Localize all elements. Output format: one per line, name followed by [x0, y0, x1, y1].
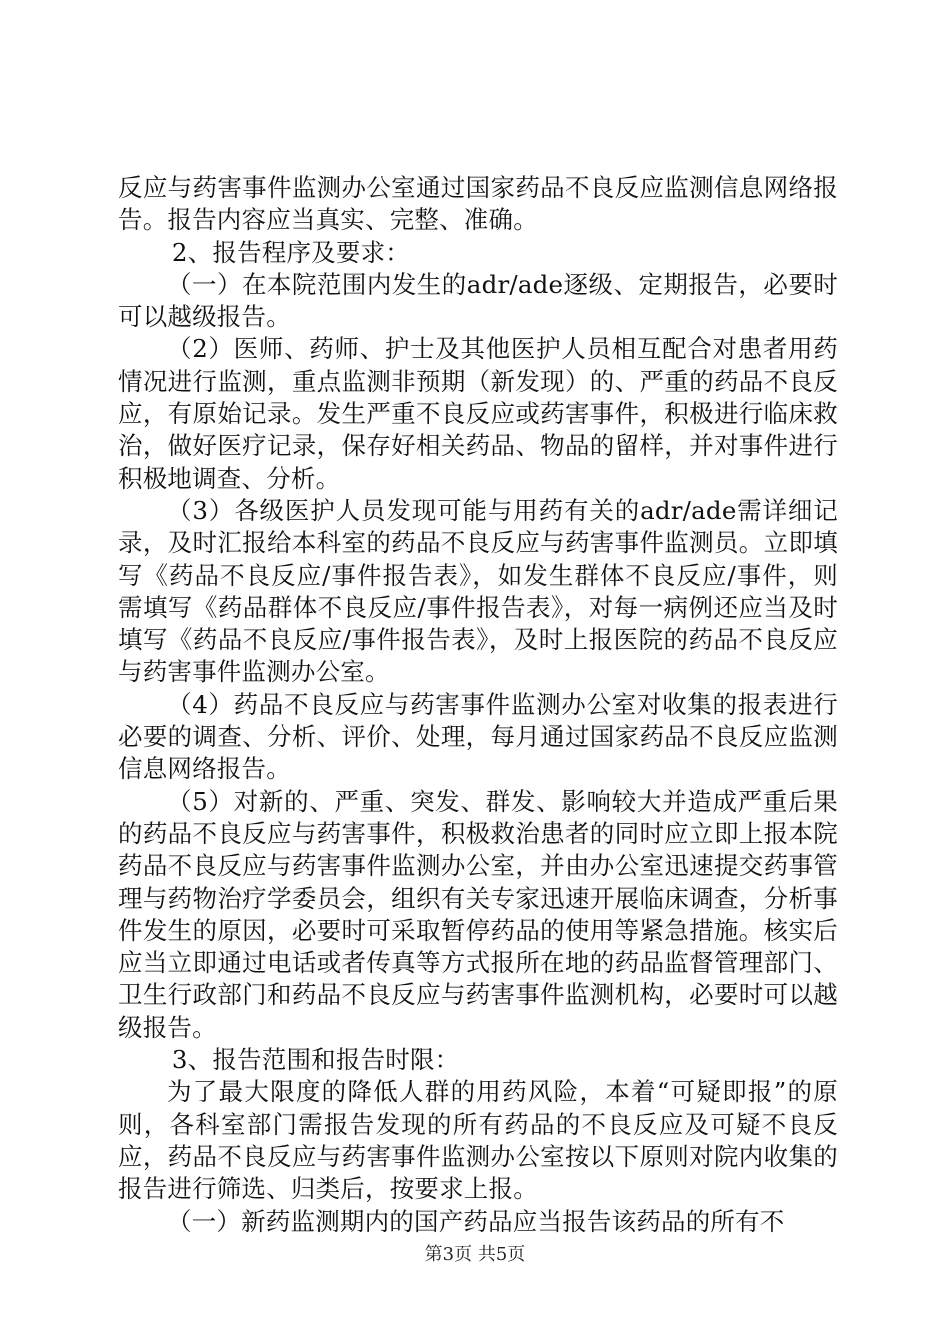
paragraph-item-2: （2）医师、药师、护士及其他医护人员相互配合对患者用药情况进行监测，重点监测非预期（新发现）的、严重的药品不良反应，有原始记录。发生严重不良反应或药害事件，积极进行临床救治，做好医疗记录，保存好相关药品、物品的留样，并对事件进行积极地调查、分析。 [118, 334, 838, 493]
paragraph-item-5: （5）对新的、严重、突发、群发、影响较大并造成严重后果的药品不良反应与药害事件，积极救治患者的同时应立即上报本院药品不良反应与药害事件监测办公室，并由办公室迅速提交药事管理与药物治疗学委员会，组织有关专家迅速开展临床调查，分析事件发生的原因，必要时可采取暂停药品的使用等紧急措施。核实后应当立即通过电话或者传真等方式报所在地的药品监督管理部门、卫生行政部门和药品不良反应与药害事件监测机构，必要时可以越级报告。 [118, 786, 838, 1042]
paragraph-scope-item-1: （一）新药监测期内的国产药品应当报告该药品的所有不 [167, 1206, 785, 1236]
page-footer: 第3页 共5页 [424, 1244, 526, 1265]
paragraph-scope-intro: 为了最大限度的降低人群的用药风险，本着“可疑即报”的原则，各科室部门需报告发现的所有药品的不良反应及可疑不良反应，药品不良反应与药害事件监测办公室按以下原则对院内收集的报告进行筛选、归类后，按要求上报。 [118, 1077, 838, 1204]
section-heading-report-scope: 3、报告范围和报告时限： [171, 1045, 460, 1075]
paragraph-item-3: （3）各级医护人员发现可能与用药有关的adr/ade需详细记录，及时汇报给本科室的药品不良反应与药害事件监测员。立即填写《药品不良反应/事件报告表》，如发生群体不良反应/事件，则需填写《药品群体不良反应/事件报告表》，对每一病例还应当及时填写《药品不良反应/事件报告表》，及时上报医院的药品不良反应与药害事件监测办公室。 [118, 495, 838, 687]
paragraph-item-1: （一）在本院范围内发生的adr/ade逐级、定期报告，必要时可以越级报告。 [118, 269, 838, 332]
paragraph-continuation: 反应与药害事件监测办公室通过国家药品不良反应监测信息网络报告。报告内容应当真实、完整、准确。 [118, 173, 838, 235]
paragraph-item-4: （4）药品不良反应与药害事件监测办公室对收集的报表进行必要的调查、分析、评价、处理，每月通过国家药品不良反应监测信息网络报告。 [118, 689, 838, 784]
document-body [118, 172, 838, 1238]
section-heading-report-procedure: 2、报告程序及要求： [171, 237, 410, 267]
